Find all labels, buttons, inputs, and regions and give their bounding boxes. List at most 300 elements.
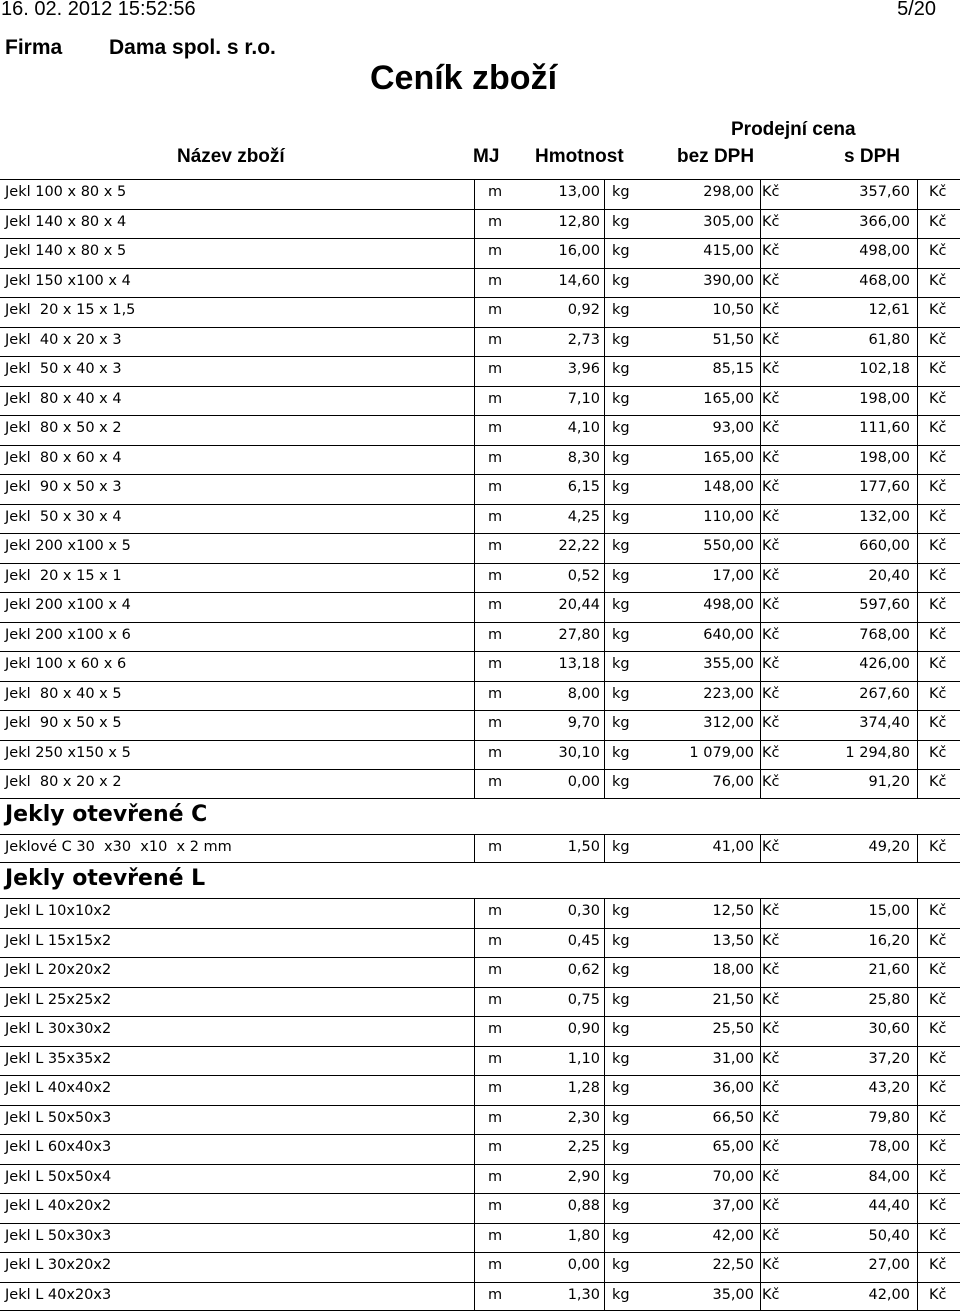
item-weight-unit: kg (612, 420, 630, 436)
item-currency-vat: Kč (929, 774, 947, 790)
item-currency: Kč (762, 774, 780, 790)
column-divider (604, 1105, 605, 1135)
item-weight: 30,10 (558, 744, 600, 761)
column-divider (917, 445, 918, 475)
table-row (0, 740, 960, 770)
column-divider (474, 710, 475, 740)
item-price-without-vat: 31,00 (712, 1050, 754, 1067)
table-row (0, 928, 960, 958)
company-name: Dama spol. s r.o. (109, 36, 276, 59)
item-price-with-vat: 43,20 (868, 1080, 910, 1096)
item-price-without-vat: 13,50 (712, 932, 754, 949)
item-currency: Kč (762, 1021, 780, 1037)
item-unit: m (488, 962, 503, 978)
item-weight: 12,80 (558, 213, 600, 230)
item-name: Jekl L 25x25x2 (5, 991, 112, 1008)
column-divider (604, 740, 605, 770)
item-name: Jekl 80 x 40 x 4 (5, 390, 122, 407)
item-weight-unit: kg (612, 715, 630, 731)
item-currency: Kč (762, 479, 780, 495)
column-divider (604, 238, 605, 268)
column-divider (474, 1252, 475, 1282)
item-price-with-vat: 1 294,80 (845, 744, 910, 761)
table-row (0, 209, 960, 239)
item-currency: Kč (762, 1168, 780, 1185)
column-divider (917, 834, 918, 864)
item-currency: Kč (762, 1198, 780, 1214)
column-divider (760, 386, 761, 416)
column-divider (917, 1075, 918, 1105)
item-currency: Kč (762, 1257, 780, 1273)
item-currency: Kč (762, 390, 780, 407)
item-unit: m (488, 744, 503, 761)
column-divider (917, 179, 918, 209)
item-name: Jekl L 50x50x3 (5, 1109, 112, 1126)
item-weight-unit: kg (612, 538, 630, 554)
item-weight: 0,62 (567, 962, 600, 978)
column-divider (917, 987, 918, 1017)
column-divider (760, 356, 761, 386)
item-weight-unit: kg (612, 1168, 630, 1185)
column-divider (604, 415, 605, 445)
item-name: Jekl 150 x100 x 4 (5, 272, 131, 289)
item-weight-unit: kg (612, 932, 630, 949)
column-divider (604, 386, 605, 416)
column-divider (474, 238, 475, 268)
column-divider (760, 1075, 761, 1105)
item-price-with-vat: 660,00 (859, 538, 910, 554)
item-price-without-vat: 70,00 (712, 1168, 754, 1185)
column-divider (917, 415, 918, 445)
column-divider (760, 1223, 761, 1253)
item-weight-unit: kg (612, 656, 630, 672)
item-price-with-vat: 267,60 (859, 685, 910, 702)
column-divider (604, 445, 605, 475)
item-price-without-vat: 65,00 (712, 1139, 754, 1155)
item-unit: m (488, 1198, 503, 1214)
item-name: Jekl L 10x10x2 (5, 903, 112, 919)
item-unit: m (488, 991, 503, 1008)
item-weight-unit: kg (612, 1109, 630, 1126)
column-divider (604, 651, 605, 681)
column-divider (760, 1282, 761, 1312)
item-currency-vat: Kč (929, 656, 947, 672)
item-weight-unit: kg (612, 508, 630, 525)
item-weight: 13,18 (558, 656, 600, 672)
item-price-without-vat: 51,50 (712, 331, 754, 348)
price-list (0, 179, 960, 1311)
column-divider (917, 622, 918, 652)
item-weight-unit: kg (612, 213, 630, 230)
column-divider (760, 1016, 761, 1046)
item-currency-vat: Kč (929, 420, 947, 436)
item-currency-vat: Kč (929, 1227, 947, 1244)
column-divider (760, 268, 761, 298)
item-unit: m (488, 1080, 503, 1096)
item-name: Jekl 80 x 50 x 2 (5, 420, 122, 436)
item-price-without-vat: 312,00 (703, 715, 754, 731)
item-unit: m (488, 656, 503, 672)
table-row (0, 681, 960, 711)
column-divider (760, 1193, 761, 1223)
item-weight-unit: kg (612, 962, 630, 978)
column-header-name: Název zboží (177, 146, 285, 167)
item-price-with-vat: 78,00 (868, 1139, 910, 1155)
item-currency: Kč (762, 1050, 780, 1067)
item-weight-unit: kg (612, 903, 630, 919)
column-divider (474, 1223, 475, 1253)
item-currency-vat: Kč (929, 838, 947, 855)
table-row (0, 651, 960, 681)
item-weight: 0,00 (567, 1257, 600, 1273)
item-unit: m (488, 1286, 503, 1303)
item-weight: 0,92 (567, 302, 600, 318)
table-row (0, 445, 960, 475)
table-row (0, 268, 960, 298)
item-price-without-vat: 25,50 (712, 1021, 754, 1037)
item-price-with-vat: 61,80 (868, 331, 910, 348)
table-row (0, 504, 960, 534)
table-row (0, 474, 960, 504)
item-name: Jekl 20 x 15 x 1,5 (5, 302, 136, 318)
item-weight-unit: kg (612, 1050, 630, 1067)
item-weight-unit: kg (612, 626, 630, 643)
item-weight-unit: kg (612, 774, 630, 790)
item-price-with-vat: 102,18 (859, 361, 910, 377)
column-divider (474, 533, 475, 563)
item-weight: 0,00 (567, 774, 600, 790)
item-currency: Kč (762, 302, 780, 318)
column-divider (917, 327, 918, 357)
column-divider (917, 504, 918, 534)
item-currency-vat: Kč (929, 508, 947, 525)
item-currency-vat: Kč (929, 1286, 947, 1303)
column-divider (760, 710, 761, 740)
item-currency: Kč (762, 991, 780, 1008)
table-row (0, 1105, 960, 1135)
item-name: Jekl 200 x100 x 5 (5, 538, 131, 554)
item-unit: m (488, 213, 503, 230)
column-header-unit: MJ (473, 146, 500, 167)
item-price-with-vat: 177,60 (859, 479, 910, 495)
column-divider (604, 356, 605, 386)
table-row (0, 710, 960, 740)
column-divider (917, 1134, 918, 1164)
table-row (0, 1046, 960, 1076)
item-currency-vat: Kč (929, 538, 947, 554)
column-divider (917, 474, 918, 504)
item-unit: m (488, 1050, 503, 1067)
item-name: Jekl 80 x 20 x 2 (5, 774, 122, 790)
column-divider (917, 1252, 918, 1282)
item-price-without-vat: 93,00 (712, 420, 754, 436)
item-currency: Kč (762, 1109, 780, 1126)
item-weight: 22,22 (558, 538, 600, 554)
item-currency-vat: Kč (929, 184, 947, 200)
column-divider (474, 681, 475, 711)
column-divider (474, 386, 475, 416)
item-weight: 8,00 (567, 685, 600, 702)
column-divider (474, 1282, 475, 1312)
page-meta (0, 0, 960, 22)
table-row (0, 1252, 960, 1282)
item-price-without-vat: 18,00 (712, 962, 754, 978)
item-unit: m (488, 1227, 503, 1244)
page-number: 5/20 (897, 0, 936, 20)
column-header-weight: Hmotnost (535, 146, 624, 167)
item-weight: 2,30 (567, 1109, 600, 1126)
item-price-without-vat: 10,50 (712, 302, 754, 318)
item-price-with-vat: 198,00 (859, 449, 910, 466)
item-currency: Kč (762, 1080, 780, 1096)
item-price-without-vat: 550,00 (703, 538, 754, 554)
item-price-with-vat: 50,40 (868, 1227, 910, 1244)
item-name: Jekl 20 x 15 x 1 (5, 567, 122, 584)
item-weight-unit: kg (612, 838, 630, 855)
table-row (0, 1223, 960, 1253)
column-divider (474, 1075, 475, 1105)
column-divider (917, 740, 918, 770)
column-divider (474, 740, 475, 770)
item-price-with-vat: 366,00 (859, 213, 910, 230)
item-weight: 16,00 (558, 243, 600, 259)
item-price-without-vat: 148,00 (703, 479, 754, 495)
item-price-without-vat: 165,00 (703, 390, 754, 407)
column-divider (917, 1016, 918, 1046)
column-divider (917, 651, 918, 681)
item-weight: 9,70 (567, 715, 600, 731)
item-name: Jekl L 30x30x2 (5, 1021, 112, 1037)
section-heading (0, 799, 960, 834)
item-price-with-vat: 132,00 (859, 508, 910, 525)
item-unit: m (488, 597, 503, 613)
item-weight-unit: kg (612, 1139, 630, 1155)
item-unit: m (488, 361, 503, 377)
column-divider (760, 504, 761, 534)
item-unit: m (488, 1109, 503, 1126)
item-currency: Kč (762, 449, 780, 466)
item-weight-unit: kg (612, 331, 630, 348)
item-price-with-vat: 37,20 (868, 1050, 910, 1067)
item-unit: m (488, 331, 503, 348)
item-currency: Kč (762, 744, 780, 761)
item-price-with-vat: 357,60 (859, 184, 910, 200)
column-divider (760, 1164, 761, 1194)
item-weight: 1,28 (567, 1080, 600, 1096)
column-divider (917, 1193, 918, 1223)
item-name: Jekl L 60x40x3 (5, 1139, 112, 1155)
item-unit: m (488, 184, 503, 200)
table-row (0, 533, 960, 563)
item-name: Jekl L 20x20x2 (5, 962, 112, 978)
table-row (0, 1282, 960, 1312)
column-divider (604, 928, 605, 958)
item-currency-vat: Kč (929, 449, 947, 466)
table-row (0, 179, 960, 209)
item-unit: m (488, 685, 503, 702)
item-price-with-vat: 42,00 (868, 1286, 910, 1303)
item-price-with-vat: 91,20 (868, 774, 910, 790)
item-currency-vat: Kč (929, 932, 947, 949)
item-currency-vat: Kč (929, 213, 947, 230)
table-row (0, 415, 960, 445)
item-price-without-vat: 165,00 (703, 449, 754, 466)
item-price-with-vat: 468,00 (859, 272, 910, 289)
item-price-without-vat: 1 079,00 (689, 744, 754, 761)
item-currency-vat: Kč (929, 1257, 947, 1273)
column-header-price-with-vat: s DPH (844, 146, 900, 167)
page-title: Ceník zboží (370, 59, 558, 97)
column-divider (760, 445, 761, 475)
column-divider (474, 1105, 475, 1135)
item-currency: Kč (762, 567, 780, 584)
table-row (0, 356, 960, 386)
item-weight: 0,90 (567, 1021, 600, 1037)
column-divider (760, 415, 761, 445)
item-weight: 1,80 (567, 1227, 600, 1244)
table-row (0, 238, 960, 268)
item-weight-unit: kg (612, 390, 630, 407)
item-currency: Kč (762, 184, 780, 200)
item-weight-unit: kg (612, 1021, 630, 1037)
column-divider (604, 710, 605, 740)
item-price-with-vat: 426,00 (859, 656, 910, 672)
item-currency-vat: Kč (929, 479, 947, 495)
item-currency-vat: Kč (929, 302, 947, 318)
item-weight-unit: kg (612, 302, 630, 318)
column-divider (604, 1075, 605, 1105)
item-unit: m (488, 479, 503, 495)
column-divider (474, 1193, 475, 1223)
table-row (0, 563, 960, 593)
item-weight-unit: kg (612, 685, 630, 702)
column-divider (474, 1016, 475, 1046)
item-weight-unit: kg (612, 597, 630, 613)
item-unit: m (488, 838, 503, 855)
item-currency: Kč (762, 538, 780, 554)
item-currency-vat: Kč (929, 685, 947, 702)
item-unit: m (488, 1168, 503, 1185)
item-currency-vat: Kč (929, 567, 947, 584)
column-divider (604, 474, 605, 504)
column-divider (917, 533, 918, 563)
item-name: Jekl 80 x 40 x 5 (5, 685, 122, 702)
item-name: Jekl L 50x50x4 (5, 1168, 112, 1185)
item-name: Jekl 200 x100 x 6 (5, 626, 131, 643)
item-price-with-vat: 84,00 (868, 1168, 910, 1185)
item-weight-unit: kg (612, 243, 630, 259)
column-divider (917, 710, 918, 740)
column-divider (474, 987, 475, 1017)
item-unit: m (488, 1021, 503, 1037)
item-weight: 2,90 (567, 1168, 600, 1185)
item-price-with-vat: 597,60 (859, 597, 910, 613)
table-row (0, 957, 960, 987)
item-currency-vat: Kč (929, 272, 947, 289)
item-name: Jekl 50 x 40 x 3 (5, 361, 122, 377)
item-unit: m (488, 1139, 503, 1155)
item-weight-unit: kg (612, 184, 630, 200)
item-name: Jekl 80 x 60 x 4 (5, 449, 122, 466)
item-name: Jekl 50 x 30 x 4 (5, 508, 122, 525)
column-divider (604, 1282, 605, 1312)
item-price-without-vat: 305,00 (703, 213, 754, 230)
column-divider (760, 740, 761, 770)
item-price-without-vat: 415,00 (703, 243, 754, 259)
table-row (0, 1075, 960, 1105)
column-divider (474, 297, 475, 327)
column-divider (760, 533, 761, 563)
table-row (0, 1134, 960, 1164)
column-divider (474, 563, 475, 593)
column-divider (604, 563, 605, 593)
item-unit: m (488, 390, 503, 407)
table-row (0, 1193, 960, 1223)
item-currency: Kč (762, 331, 780, 348)
item-currency-vat: Kč (929, 1198, 947, 1214)
column-divider (604, 987, 605, 1017)
item-weight-unit: kg (612, 1080, 630, 1096)
item-unit: m (488, 272, 503, 289)
item-currency-vat: Kč (929, 1168, 947, 1185)
column-divider (917, 1105, 918, 1135)
item-currency-vat: Kč (929, 744, 947, 761)
item-weight-unit: kg (612, 991, 630, 1008)
column-divider (760, 1105, 761, 1135)
column-divider (760, 622, 761, 652)
item-name: Jekl 100 x 80 x 5 (5, 184, 127, 200)
column-divider (917, 1046, 918, 1076)
column-divider (474, 928, 475, 958)
column-divider (474, 474, 475, 504)
column-divider (474, 1164, 475, 1194)
item-weight-unit: kg (612, 1286, 630, 1303)
item-currency: Kč (762, 361, 780, 377)
item-weight: 27,80 (558, 626, 600, 643)
item-price-without-vat: 355,00 (703, 656, 754, 672)
column-divider (917, 563, 918, 593)
item-weight: 0,75 (567, 991, 600, 1008)
column-divider (760, 327, 761, 357)
column-divider (474, 957, 475, 987)
column-divider (917, 1164, 918, 1194)
table-row (0, 327, 960, 357)
item-currency: Kč (762, 903, 780, 919)
item-name: Jekl L 35x35x2 (5, 1050, 112, 1067)
item-unit: m (488, 420, 503, 436)
column-divider (917, 898, 918, 928)
item-currency: Kč (762, 656, 780, 672)
column-divider (760, 238, 761, 268)
item-price-with-vat: 20,40 (868, 567, 910, 584)
item-name: Jekl L 40x40x2 (5, 1080, 112, 1096)
item-unit: m (488, 567, 503, 584)
item-price-without-vat: 298,00 (703, 184, 754, 200)
item-currency: Kč (762, 626, 780, 643)
item-name: Jekl L 30x20x2 (5, 1257, 112, 1273)
item-currency-vat: Kč (929, 1050, 947, 1067)
item-price-without-vat: 390,00 (703, 272, 754, 289)
column-divider (604, 327, 605, 357)
item-name: Jekl 90 x 50 x 3 (5, 479, 122, 495)
column-divider (917, 209, 918, 239)
column-divider (604, 592, 605, 622)
item-unit: m (488, 932, 503, 949)
column-divider (474, 651, 475, 681)
item-currency-vat: Kč (929, 715, 947, 731)
item-price-with-vat: 44,40 (868, 1198, 910, 1214)
item-currency: Kč (762, 715, 780, 731)
